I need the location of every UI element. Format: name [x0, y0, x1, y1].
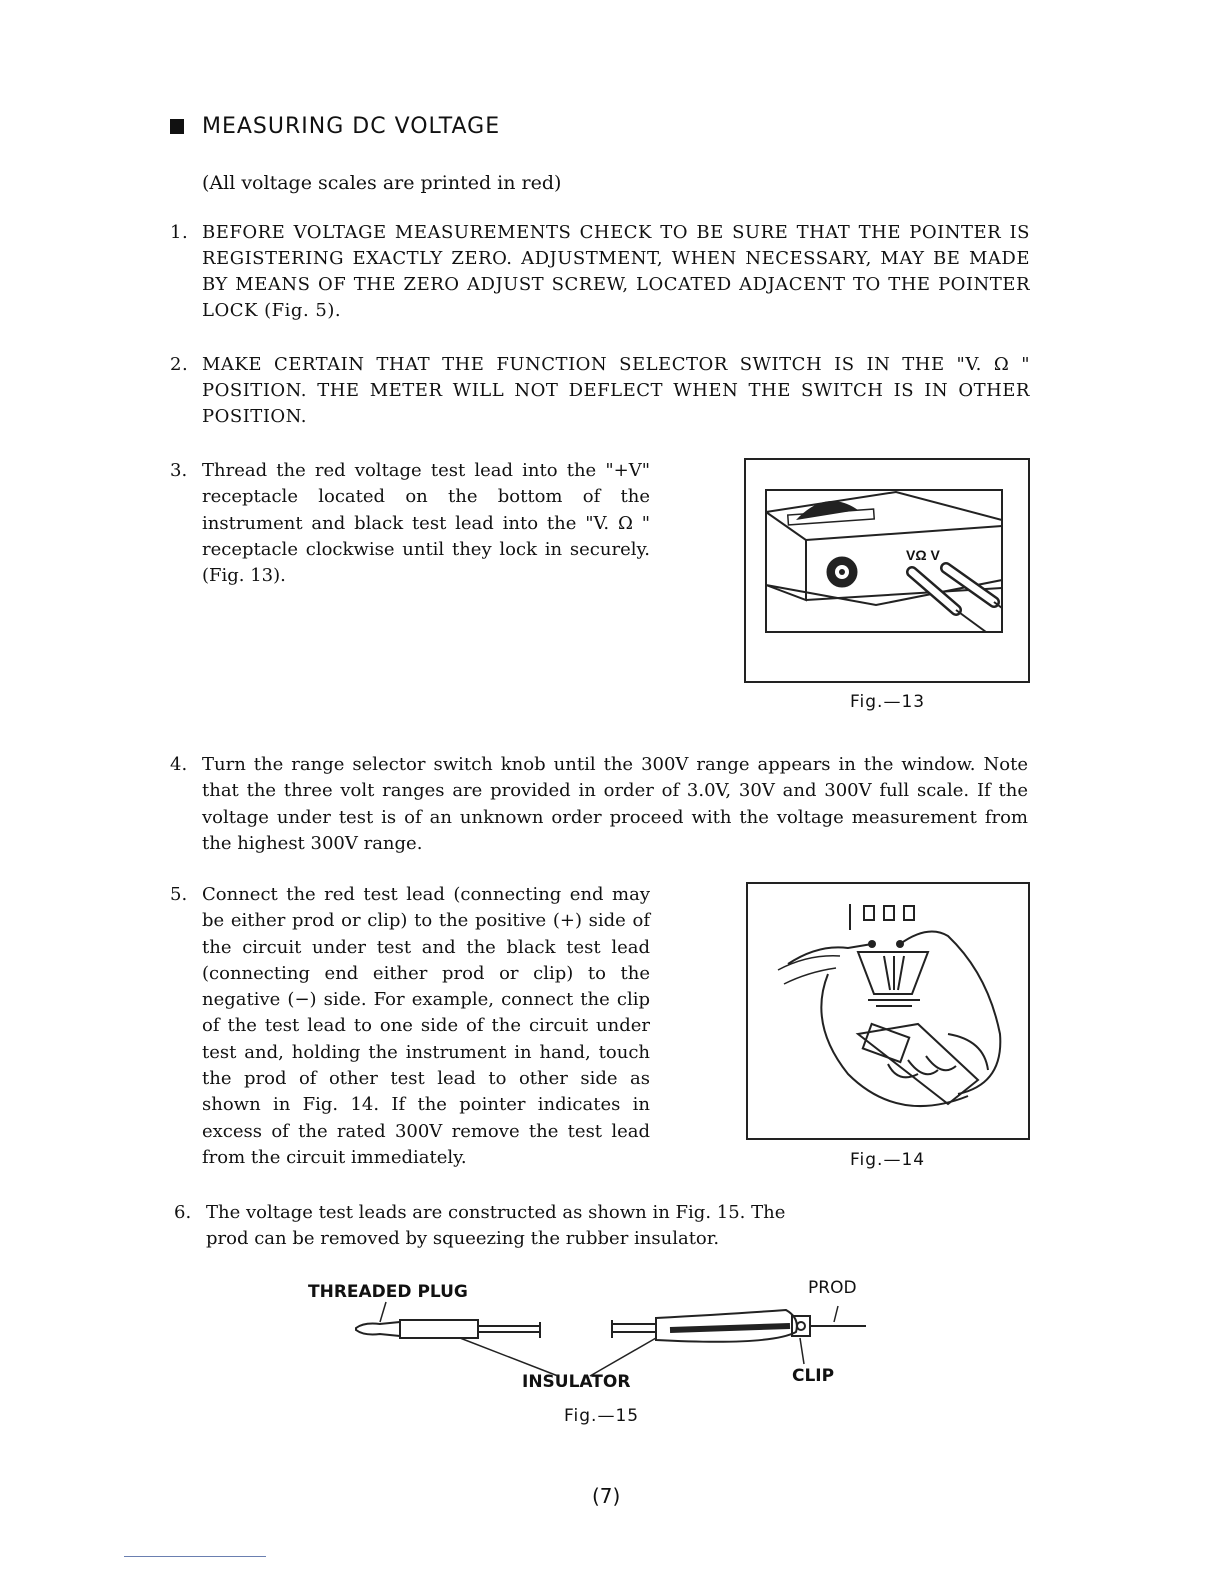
step-2 — [170, 352, 1030, 430]
insulator-label: INSULATOR — [522, 1372, 631, 1392]
step-text: BEFORE VOLTAGE MEASUREMENTS CHECK TO BE SURE THAT THE POINTER IS REGISTERING EXACTLY ZERO. ADJUSTMENT, WHEN NECESSARY, MAY BE MADE BY MEANS OF THE ZERO ADJUST SCREW, LOCATED ADJACENT TO THE POINTER LOCK (Fig. 5). — [202, 222, 1030, 321]
step-number: 1. — [170, 222, 189, 243]
threaded-plug-label: THREADED PLUG — [308, 1282, 468, 1302]
step-number: 6. — [174, 1202, 192, 1223]
step-number: 3. — [170, 460, 188, 481]
step-3 — [170, 458, 650, 589]
step-number: 5. — [170, 884, 188, 905]
heading-text: MEASURING DC VOLTAGE — [202, 114, 501, 139]
figure-15-caption: Fig.—15 — [564, 1406, 640, 1426]
step-text: Turn the range selector switch knob until the 300V range appears in the window. Note that the three volt ranges are provided in order of 3.0V, 30V and 300V full scale. If the voltage under test is of an unknown order proceed with the voltage measurement from the highest 300V range. — [202, 754, 1028, 854]
step-text: The voltage test leads are constructed as shown in Fig. 15. The prod can be removed by squeezing the rubber insulator. — [206, 1202, 786, 1250]
footer-rule — [124, 1556, 266, 1557]
clip-label: CLIP — [792, 1366, 835, 1386]
step-text: MAKE CERTAIN THAT THE FUNCTION SELECTOR SWITCH IS IN THE "V. Ω " POSITION. THE METER WILL NOT DEFLECT WHEN THE SWITCH IS IN OTHER POSITION. — [202, 354, 1030, 427]
figure-14-caption: Fig.—14 — [850, 1150, 926, 1170]
figure-14 — [746, 882, 1030, 1140]
test-lead-diagram — [300, 1276, 900, 1426]
meter-bottom-illustration — [746, 460, 1028, 681]
measurement-illustration — [748, 884, 1028, 1138]
page-number: (7) — [592, 1484, 621, 1508]
prod-label: PROD — [808, 1278, 857, 1298]
figure-13 — [744, 458, 1030, 683]
subnote: (All voltage scales are printed in red) — [202, 172, 562, 194]
step-1 — [170, 220, 1030, 324]
step-5 — [170, 882, 650, 1171]
step-text: Thread the red voltage test lead into the "+V" receptacle located on the bottom of the instrument and black test lead into the "V. Ω " receptacle clockwise until they lock in securely. (Fig. 13). — [202, 460, 650, 587]
step-6 — [174, 1200, 794, 1253]
step-number: 2. — [170, 354, 189, 375]
figure-13-caption: Fig.—13 — [850, 692, 926, 712]
step-text: Connect the red test lead (connecting end may be either prod or clip) to the positive (+) side of the circuit under test and the black test lead (connecting end either prod or clip) to the negative (−) side. For example, connect the clip of the test lead to one side of the circuit under test and, holding the instrument in hand, touch the prod of other test lead to other side as shown in Fig. 14. If the pointer indicates in excess of the rated 300V remove the test lead from the circuit immediately. — [202, 884, 650, 1168]
step-number: 4. — [170, 754, 188, 775]
square-bullet-icon — [170, 119, 184, 134]
jack-labels: VΩ V — [906, 547, 940, 563]
section-heading — [170, 114, 500, 139]
step-4 — [170, 752, 1028, 857]
figure-15 — [300, 1276, 900, 1426]
